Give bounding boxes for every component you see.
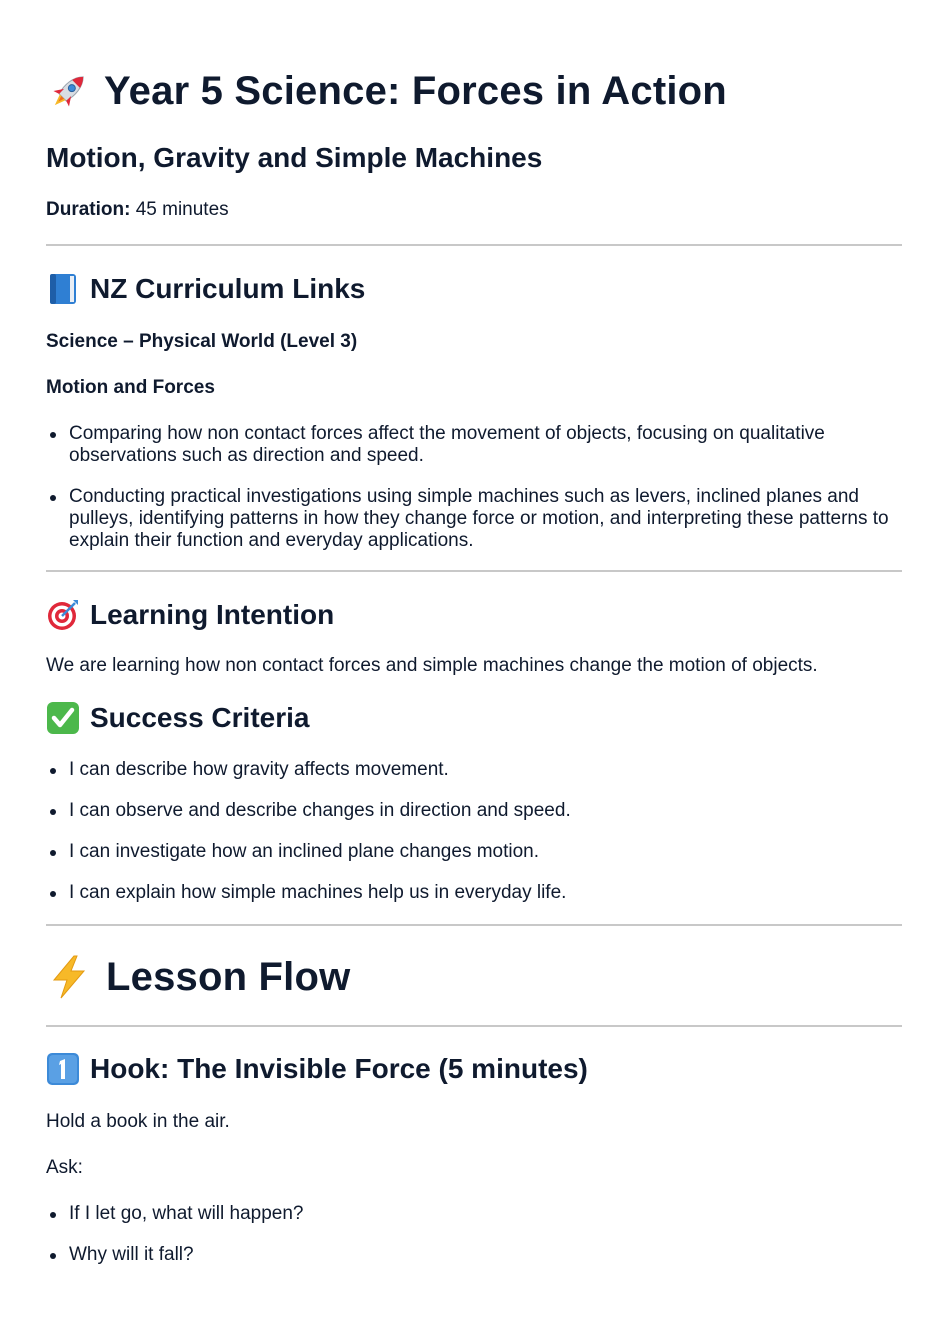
target-icon (46, 598, 80, 632)
page-title-text: Year 5 Science: Forces in Action (104, 69, 727, 113)
curriculum-heading-text: NZ Curriculum Links (90, 273, 366, 304)
success-criteria-heading-text: Success Criteria (90, 702, 310, 733)
check-mark-icon (46, 701, 80, 735)
hook-heading (46, 1052, 588, 1086)
learning-intention-text: We are learning how non contact forces and simple machines change the motion of objects. (46, 655, 818, 676)
curriculum-strand: Science – Physical World (Level 3) (46, 331, 358, 352)
list-item: I can describe how gravity affects movement. (69, 759, 571, 781)
lesson-flow-heading (46, 954, 350, 1000)
list-item: Comparing how non contact forces affect the movement of objects, focusing on qualitative observations such as direction and speed. (69, 423, 902, 467)
duration-label: Duration: (46, 199, 131, 220)
hook-questions-list (46, 1203, 303, 1266)
learning-intention-heading (46, 598, 334, 632)
list-item: I can observe and describe changes in direction and speed. (69, 800, 571, 821)
hook-heading-text: Hook: The Invisible Force (5 minutes) (90, 1053, 588, 1084)
lesson-flow-heading-text: Lesson Flow (106, 955, 351, 999)
learning-intention-heading-text: Learning Intention (90, 599, 335, 630)
list-item: I can investigate how an inclined plane changes motion. (69, 841, 571, 863)
list-item: Why will it fall? (69, 1244, 303, 1266)
lightning-icon (46, 954, 92, 1000)
curriculum-heading (46, 272, 365, 306)
divider (46, 1025, 902, 1027)
list-item: Conducting practical investigations using simple machines such as levers, inclined planes and pulleys, identifying patterns in how they change force or motion, and interpreting these patterns to explain their function and everyday applications. (69, 486, 902, 552)
duration-line (46, 199, 229, 221)
curriculum-topic: Motion and Forces (46, 377, 215, 398)
success-criteria-heading (46, 701, 309, 735)
page-subtitle: Motion, Gravity and Simple Machines (46, 142, 543, 173)
success-criteria-list (46, 759, 571, 904)
keycap-one-icon (46, 1052, 80, 1086)
list-item: I can explain how simple machines help us in everyday life. (69, 882, 571, 904)
blue-book-icon (46, 272, 80, 306)
hook-ask: Ask: (46, 1157, 83, 1178)
divider (46, 924, 902, 926)
hook-intro: Hold a book in the air. (46, 1111, 230, 1132)
divider (46, 570, 902, 572)
list-item: If I let go, what will happen? (69, 1203, 304, 1224)
curriculum-list (46, 423, 902, 552)
divider (46, 244, 902, 246)
rocket-icon (46, 68, 92, 114)
duration-value: 45 minutes (130, 199, 229, 220)
page-title (46, 68, 727, 114)
